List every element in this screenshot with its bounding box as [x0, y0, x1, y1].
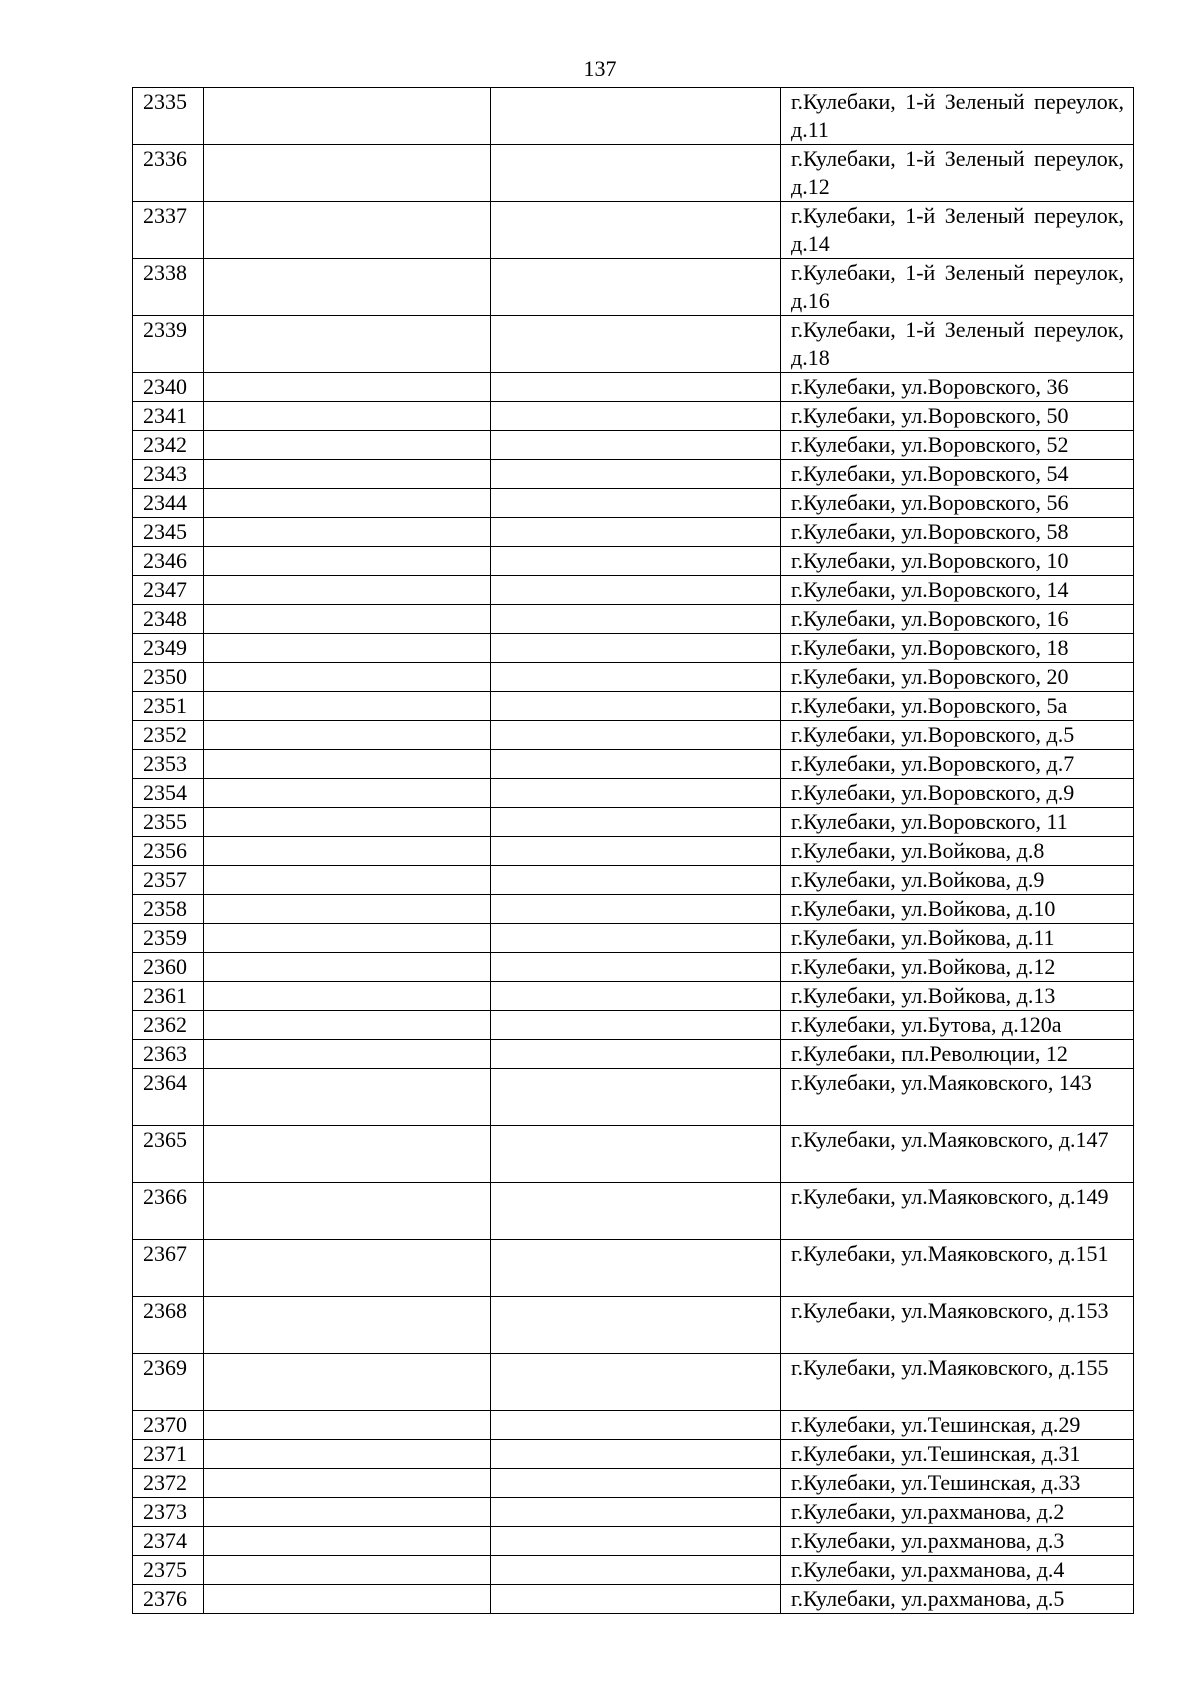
- row-number: 2338: [133, 259, 204, 316]
- address-text: г.Кулебаки, ул.Воровского, 54: [791, 461, 1069, 486]
- table-row: [133, 460, 1134, 489]
- empty-cell: [491, 1126, 781, 1183]
- address-cell: [781, 1040, 1134, 1069]
- address-text: г.Кулебаки, ул.Тешинская, д.31: [791, 1441, 1081, 1466]
- address-text: г.Кулебаки, 1-й Зеленый переулок, д.16: [791, 260, 1124, 313]
- empty-cell: [204, 489, 491, 518]
- address-cell: [781, 1498, 1134, 1527]
- empty-cell: [204, 1069, 491, 1126]
- row-number: 2375: [133, 1556, 204, 1585]
- address-cell: [781, 1297, 1134, 1354]
- empty-cell: [204, 1527, 491, 1556]
- address-text: г.Кулебаки, ул.Воровского, 18: [791, 635, 1069, 660]
- empty-cell: [491, 489, 781, 518]
- row-number: 2349: [133, 634, 204, 663]
- address-cell: [781, 1440, 1134, 1469]
- table-row: [133, 576, 1134, 605]
- address-cell: [781, 547, 1134, 576]
- address-table: [132, 87, 1134, 1614]
- empty-cell: [204, 895, 491, 924]
- address-cell: [781, 721, 1134, 750]
- row-number: 2358: [133, 895, 204, 924]
- empty-cell: [491, 605, 781, 634]
- row-number: 2339: [133, 316, 204, 373]
- address-text: г.Кулебаки, ул.Бутова, д.120а: [791, 1012, 1062, 1037]
- empty-cell: [204, 202, 491, 259]
- address-text: г.Кулебаки, ул.Маяковского, д.147: [791, 1127, 1109, 1152]
- row-number: 2336: [133, 145, 204, 202]
- address-text: г.Кулебаки, ул.Воровского, 14: [791, 577, 1069, 602]
- address-cell: [781, 259, 1134, 316]
- address-text: г.Кулебаки, ул.рахманова, д.5: [791, 1586, 1065, 1611]
- address-cell: [781, 402, 1134, 431]
- empty-cell: [491, 1069, 781, 1126]
- address-cell: [781, 1469, 1134, 1498]
- address-text: г.Кулебаки, ул.Войкова, д.11: [791, 925, 1055, 950]
- table-row: [133, 145, 1134, 202]
- address-text: г.Кулебаки, ул.Войкова, д.13: [791, 983, 1056, 1008]
- row-number: 2350: [133, 663, 204, 692]
- address-cell: [781, 1585, 1134, 1614]
- address-cell: [781, 1354, 1134, 1411]
- address-text: г.Кулебаки, ул.Тешинская, д.33: [791, 1470, 1081, 1495]
- empty-cell: [491, 1527, 781, 1556]
- table-row: [133, 634, 1134, 663]
- empty-cell: [204, 605, 491, 634]
- address-text: г.Кулебаки, ул.Воровского, 58: [791, 519, 1069, 544]
- empty-cell: [204, 721, 491, 750]
- empty-cell: [204, 634, 491, 663]
- row-number: 2362: [133, 1011, 204, 1040]
- empty-cell: [491, 895, 781, 924]
- address-text: г.Кулебаки, 1-й Зеленый переулок, д.14: [791, 203, 1124, 256]
- address-cell: [781, 460, 1134, 489]
- row-number: 2374: [133, 1527, 204, 1556]
- empty-cell: [204, 431, 491, 460]
- row-number: 2376: [133, 1585, 204, 1614]
- empty-cell: [204, 779, 491, 808]
- address-text: г.Кулебаки, ул.Маяковского, д.153: [791, 1298, 1109, 1323]
- empty-cell: [491, 373, 781, 402]
- row-number: 2373: [133, 1498, 204, 1527]
- address-text: г.Кулебаки, ул.рахманова, д.2: [791, 1499, 1065, 1524]
- address-cell: [781, 202, 1134, 259]
- address-cell: [781, 924, 1134, 953]
- row-number: 2347: [133, 576, 204, 605]
- address-cell: [781, 1126, 1134, 1183]
- empty-cell: [204, 1040, 491, 1069]
- row-number: 2352: [133, 721, 204, 750]
- empty-cell: [204, 88, 491, 145]
- row-number: 2364: [133, 1069, 204, 1126]
- empty-cell: [204, 518, 491, 547]
- address-cell: [781, 750, 1134, 779]
- row-number: 2370: [133, 1411, 204, 1440]
- empty-cell: [204, 1585, 491, 1614]
- empty-cell: [491, 1183, 781, 1240]
- table-row: [133, 663, 1134, 692]
- empty-cell: [204, 1297, 491, 1354]
- empty-cell: [491, 779, 781, 808]
- table-row: [133, 837, 1134, 866]
- empty-cell: [491, 1440, 781, 1469]
- address-cell: [781, 1183, 1134, 1240]
- table-row: [133, 953, 1134, 982]
- address-cell: [781, 576, 1134, 605]
- empty-cell: [491, 547, 781, 576]
- table-row: [133, 1183, 1134, 1240]
- empty-cell: [491, 1469, 781, 1498]
- row-number: 2356: [133, 837, 204, 866]
- address-cell: [781, 373, 1134, 402]
- empty-cell: [491, 1040, 781, 1069]
- row-number: 2345: [133, 518, 204, 547]
- address-cell: [781, 866, 1134, 895]
- empty-cell: [204, 982, 491, 1011]
- empty-cell: [204, 460, 491, 489]
- empty-cell: [491, 837, 781, 866]
- empty-cell: [204, 316, 491, 373]
- empty-cell: [204, 692, 491, 721]
- table-row: [133, 259, 1134, 316]
- address-cell: [781, 1556, 1134, 1585]
- empty-cell: [204, 808, 491, 837]
- empty-cell: [491, 808, 781, 837]
- table-row: [133, 1126, 1134, 1183]
- address-text: г.Кулебаки, ул.Войкова, д.12: [791, 954, 1056, 979]
- empty-cell: [491, 924, 781, 953]
- row-number: 2357: [133, 866, 204, 895]
- empty-cell: [491, 316, 781, 373]
- table-row: [133, 1411, 1134, 1440]
- address-cell: [781, 1411, 1134, 1440]
- row-number: 2372: [133, 1469, 204, 1498]
- empty-cell: [204, 402, 491, 431]
- table-row: [133, 431, 1134, 460]
- row-number: 2366: [133, 1183, 204, 1240]
- empty-cell: [204, 663, 491, 692]
- empty-cell: [204, 1498, 491, 1527]
- address-cell: [781, 1240, 1134, 1297]
- empty-cell: [204, 145, 491, 202]
- address-text: г.Кулебаки, 1-й Зеленый переулок, д.12: [791, 146, 1124, 199]
- address-cell: [781, 663, 1134, 692]
- row-number: 2343: [133, 460, 204, 489]
- table-row: [133, 489, 1134, 518]
- table-row: [133, 373, 1134, 402]
- empty-cell: [204, 953, 491, 982]
- table-row: [133, 1069, 1134, 1126]
- table-row: [133, 1498, 1134, 1527]
- table-row: [133, 924, 1134, 953]
- row-number: 2341: [133, 402, 204, 431]
- address-cell: [781, 605, 1134, 634]
- row-number: 2346: [133, 547, 204, 576]
- empty-cell: [204, 1411, 491, 1440]
- empty-cell: [204, 1011, 491, 1040]
- table-row: [133, 1240, 1134, 1297]
- table-row: [133, 692, 1134, 721]
- address-text: г.Кулебаки, ул.Войкова, д.9: [791, 867, 1045, 892]
- address-text: г.Кулебаки, ул.рахманова, д.4: [791, 1557, 1065, 1582]
- empty-cell: [204, 1556, 491, 1585]
- empty-cell: [491, 1297, 781, 1354]
- row-number: 2342: [133, 431, 204, 460]
- row-number: 2371: [133, 1440, 204, 1469]
- table-row: [133, 1040, 1134, 1069]
- empty-cell: [491, 1498, 781, 1527]
- empty-cell: [491, 982, 781, 1011]
- empty-cell: [204, 576, 491, 605]
- address-text: г.Кулебаки, ул.Маяковского, 143: [791, 1070, 1092, 1095]
- address-text: г.Кулебаки, ул.Маяковского, д.151: [791, 1241, 1109, 1266]
- row-number: 2353: [133, 750, 204, 779]
- empty-cell: [491, 460, 781, 489]
- address-cell: [781, 88, 1134, 145]
- address-text: г.Кулебаки, ул.Маяковского, д.149: [791, 1184, 1109, 1209]
- empty-cell: [491, 402, 781, 431]
- address-cell: [781, 837, 1134, 866]
- table-row: [133, 808, 1134, 837]
- empty-cell: [491, 202, 781, 259]
- row-number: 2360: [133, 953, 204, 982]
- table-row: [133, 316, 1134, 373]
- empty-cell: [204, 1183, 491, 1240]
- address-text: г.Кулебаки, ул.Воровского, 5а: [791, 693, 1068, 718]
- table-row: [133, 895, 1134, 924]
- address-text: г.Кулебаки, пл.Революции, 12: [791, 1041, 1068, 1066]
- address-cell: [781, 692, 1134, 721]
- address-cell: [781, 431, 1134, 460]
- address-cell: [781, 982, 1134, 1011]
- table-row: [133, 779, 1134, 808]
- address-text: г.Кулебаки, ул.Воровского, 10: [791, 548, 1069, 573]
- empty-cell: [491, 692, 781, 721]
- empty-cell: [491, 1411, 781, 1440]
- empty-cell: [204, 547, 491, 576]
- address-cell: [781, 145, 1134, 202]
- address-text: г.Кулебаки, ул.Воровского, д.9: [791, 780, 1075, 805]
- empty-cell: [491, 518, 781, 547]
- table-row: [133, 1527, 1134, 1556]
- row-number: 2351: [133, 692, 204, 721]
- empty-cell: [491, 663, 781, 692]
- empty-cell: [204, 1354, 491, 1411]
- address-cell: [781, 518, 1134, 547]
- address-cell: [781, 895, 1134, 924]
- empty-cell: [491, 145, 781, 202]
- table-row: [133, 1585, 1134, 1614]
- empty-cell: [491, 1354, 781, 1411]
- empty-cell: [491, 750, 781, 779]
- address-text: г.Кулебаки, ул.Воровского, 20: [791, 664, 1069, 689]
- row-number: 2363: [133, 1040, 204, 1069]
- empty-cell: [204, 837, 491, 866]
- address-cell: [781, 489, 1134, 518]
- row-number: 2368: [133, 1297, 204, 1354]
- address-text: г.Кулебаки, ул.Войкова, д.8: [791, 838, 1045, 863]
- table-row: [133, 721, 1134, 750]
- address-cell: [781, 1527, 1134, 1556]
- empty-cell: [491, 1011, 781, 1040]
- empty-cell: [204, 1440, 491, 1469]
- empty-cell: [491, 1240, 781, 1297]
- address-text: г.Кулебаки, ул.Воровского, д.7: [791, 751, 1075, 776]
- address-text: г.Кулебаки, ул.Воровского, 52: [791, 432, 1069, 457]
- address-text: г.Кулебаки, ул.рахманова, д.3: [791, 1528, 1065, 1553]
- address-cell: [781, 1069, 1134, 1126]
- empty-cell: [204, 1126, 491, 1183]
- address-text: г.Кулебаки, ул.Воровского, д.5: [791, 722, 1075, 747]
- table-row: [133, 547, 1134, 576]
- empty-cell: [491, 953, 781, 982]
- empty-cell: [204, 1469, 491, 1498]
- row-number: 2340: [133, 373, 204, 402]
- empty-cell: [491, 1585, 781, 1614]
- row-number: 2335: [133, 88, 204, 145]
- table-row: [133, 1354, 1134, 1411]
- empty-cell: [491, 634, 781, 663]
- row-number: 2369: [133, 1354, 204, 1411]
- table-row: [133, 750, 1134, 779]
- address-cell: [781, 1011, 1134, 1040]
- address-text: г.Кулебаки, ул.Маяковского, д.155: [791, 1355, 1109, 1380]
- empty-cell: [204, 924, 491, 953]
- empty-cell: [491, 431, 781, 460]
- address-cell: [781, 953, 1134, 982]
- table-row: [133, 1011, 1134, 1040]
- empty-cell: [204, 373, 491, 402]
- address-text: г.Кулебаки, 1-й Зеленый переулок, д.18: [791, 317, 1124, 370]
- table-row: [133, 402, 1134, 431]
- empty-cell: [491, 721, 781, 750]
- empty-cell: [204, 866, 491, 895]
- empty-cell: [204, 1240, 491, 1297]
- table-row: [133, 1469, 1134, 1498]
- row-number: 2367: [133, 1240, 204, 1297]
- empty-cell: [491, 259, 781, 316]
- table-row: [133, 605, 1134, 634]
- address-text: г.Кулебаки, ул.Воровского, 11: [791, 809, 1068, 834]
- row-number: 2348: [133, 605, 204, 634]
- table-row: [133, 1297, 1134, 1354]
- table-row: [133, 88, 1134, 145]
- address-text: г.Кулебаки, ул.Воровского, 36: [791, 374, 1069, 399]
- row-number: 2365: [133, 1126, 204, 1183]
- address-cell: [781, 316, 1134, 373]
- table-row: [133, 1440, 1134, 1469]
- row-number: 2337: [133, 202, 204, 259]
- table-row: [133, 866, 1134, 895]
- row-number: 2355: [133, 808, 204, 837]
- empty-cell: [491, 866, 781, 895]
- address-text: г.Кулебаки, ул.Воровского, 16: [791, 606, 1069, 631]
- address-cell: [781, 634, 1134, 663]
- row-number: 2359: [133, 924, 204, 953]
- row-number: 2344: [133, 489, 204, 518]
- address-text: г.Кулебаки, ул.Воровского, 50: [791, 403, 1069, 428]
- address-cell: [781, 779, 1134, 808]
- address-text: г.Кулебаки, ул.Воровского, 56: [791, 490, 1069, 515]
- page-number: 137: [583, 56, 617, 81]
- address-table-body: [133, 88, 1134, 1614]
- row-number: 2354: [133, 779, 204, 808]
- table-row: [133, 202, 1134, 259]
- table-row: [133, 982, 1134, 1011]
- empty-cell: [491, 1556, 781, 1585]
- address-text: г.Кулебаки, ул.Тешинская, д.29: [791, 1412, 1081, 1437]
- empty-cell: [491, 576, 781, 605]
- address-cell: [781, 808, 1134, 837]
- empty-cell: [204, 259, 491, 316]
- empty-cell: [204, 750, 491, 779]
- table-row: [133, 1556, 1134, 1585]
- empty-cell: [491, 88, 781, 145]
- table-row: [133, 518, 1134, 547]
- address-text: г.Кулебаки, ул.Войкова, д.10: [791, 896, 1056, 921]
- row-number: 2361: [133, 982, 204, 1011]
- address-text: г.Кулебаки, 1-й Зеленый переулок, д.11: [791, 89, 1124, 142]
